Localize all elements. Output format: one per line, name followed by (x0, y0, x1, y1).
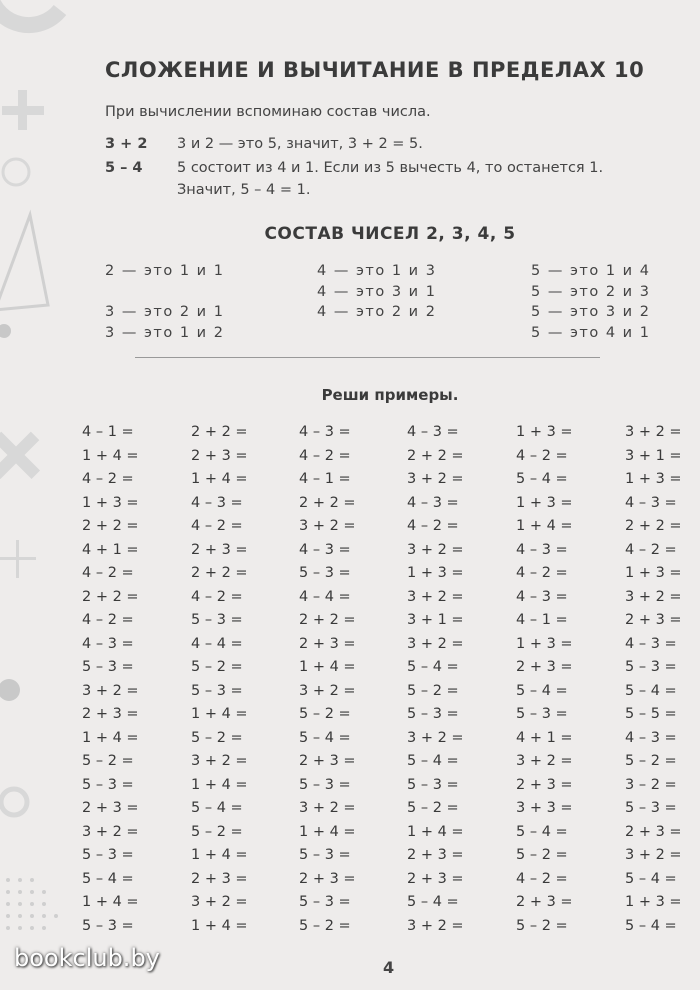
exercise-item: 1 + 4 = (82, 894, 139, 910)
exercise-item: 5 – 2 = (407, 800, 459, 816)
composition-title: СОСТАВ ЧИСЕЛ 2, 3, 4, 5 (264, 224, 516, 244)
exercise-item: 1 + 4 = (191, 917, 248, 934)
exercise-item: 3 + 2 = (625, 847, 682, 863)
exercise-item: 5 – 3 = (625, 800, 677, 816)
exercise-item: 3 + 1 = (407, 612, 464, 628)
exercise-item: 5 – 3 = (82, 659, 134, 675)
exercise-item: 4 – 1 = (299, 471, 351, 487)
exercise-item: 1 + 4 = (82, 447, 139, 464)
composition-item: 3 — это 2 и 1 (105, 304, 225, 320)
exercise-item: 2 + 3 = (299, 753, 356, 769)
exercise-item: 3 + 2 = (299, 682, 356, 699)
exercise-item: 2 + 2 = (191, 424, 248, 440)
filled-circle-icon (0, 679, 20, 701)
exercise-item: 4 – 2 = (191, 518, 243, 534)
exercise-item: 4 – 2 = (516, 565, 568, 581)
exercise-item: 5 – 4 = (625, 917, 677, 934)
composition-item: 4 — это 1 и 3 (317, 263, 437, 279)
dot-pattern-icon (6, 878, 58, 930)
exercise-item: 3 + 2 = (299, 800, 356, 816)
exercise-item: 1 + 4 = (82, 729, 139, 746)
exercise-column (625, 424, 682, 941)
page-title: СЛОЖЕНИЕ И ВЫЧИТАНИЕ В ПРЕДЕЛАХ 10 (105, 58, 645, 82)
exercise-item: 5 – 4 = (191, 800, 243, 816)
exercise-item: 3 + 2 = (407, 917, 464, 934)
exercise-item: 3 + 2 = (407, 471, 464, 487)
intro-text: При вычислении вспоминаю состав числа. (105, 104, 431, 120)
rule-row (105, 160, 603, 176)
exercise-item: 5 – 4 = (299, 729, 351, 746)
exercise-item: 4 – 4 = (191, 635, 243, 652)
exercise-item: 2 + 2 = (625, 518, 682, 534)
exercise-item: 1 + 3 = (516, 494, 573, 511)
exercise-item: 4 – 3 = (407, 494, 459, 511)
exercise-item: 5 – 4 = (407, 659, 459, 675)
exercise-item: 3 + 2 = (191, 894, 248, 910)
ring-icon (1, 789, 27, 815)
exercise-item: 3 + 2 = (407, 588, 464, 605)
exercise-item: 2 + 2 = (82, 518, 139, 534)
dot-icon (0, 324, 11, 338)
exercise-column (82, 424, 139, 941)
exercise-item: 4 – 3 = (299, 424, 351, 440)
exercise-item: 5 – 3 = (516, 706, 568, 722)
exercise-item: 4 – 3 = (516, 541, 568, 558)
composition-item: 4 — это 3 и 1 (317, 284, 437, 300)
exercise-item: 5 – 3 = (82, 917, 134, 934)
exercise-item: 4 – 3 = (516, 588, 568, 605)
exercise-item: 4 – 2 = (516, 447, 568, 464)
exercise-item: 2 + 2 = (299, 612, 356, 628)
exercise-item: 1 + 3 = (625, 565, 682, 581)
exercise-item: 4 – 2 = (625, 541, 677, 558)
exercise-item: 3 + 2 = (407, 635, 464, 652)
exercise-item: 5 – 3 = (625, 659, 677, 675)
composition-item: 5 — это 2 и 3 (531, 284, 651, 300)
exercise-item: 5 – 3 = (299, 894, 351, 910)
exercise-item: 5 – 2 = (516, 917, 568, 934)
exercise-item: 5 – 2 = (191, 729, 243, 746)
exercise-item: 5 – 2 = (407, 682, 459, 699)
exercise-item: 1 + 3 = (407, 565, 464, 581)
exercise-item: 5 – 5 = (625, 706, 677, 722)
rule-expression: 5 – 4 (105, 160, 143, 176)
exercise-item: 3 + 3 = (516, 800, 573, 816)
exercise-item: 5 – 3 = (299, 776, 351, 793)
exercise-column (191, 424, 248, 941)
exercise-item: 4 – 2 = (407, 518, 459, 534)
exercise-item: 5 – 3 = (191, 682, 243, 699)
exercise-item: 3 + 2 = (191, 753, 248, 769)
small-plus-icon-bar (0, 557, 36, 560)
exercise-item: 5 – 4 = (407, 894, 459, 910)
exercise-item: 2 + 3 = (625, 612, 682, 628)
exercise-item: 1 + 4 = (191, 847, 248, 863)
exercise-item: 4 + 1 = (516, 729, 573, 746)
exercise-item: 1 + 4 = (191, 471, 248, 487)
circle-icon (3, 159, 29, 185)
exercise-item: 3 + 2 = (299, 518, 356, 534)
exercise-item: 1 + 3 = (516, 635, 573, 652)
rule-explanation: 5 состоит из 4 и 1. Если из 5 вычесть 4, то останется 1. (177, 160, 604, 176)
exercise-item: 5 – 3 = (82, 847, 134, 863)
exercise-item: 3 + 2 = (407, 729, 464, 746)
exercise-item: 3 + 2 = (625, 588, 682, 605)
composition-item: 5 — это 4 и 1 (531, 325, 651, 341)
exercise-item: 5 – 3 = (299, 565, 351, 581)
exercise-item: 3 + 1 = (625, 447, 682, 464)
exercise-item: 1 + 3 = (516, 424, 573, 440)
exercise-item: 2 + 3 = (516, 776, 573, 793)
exercise-item: 5 – 2 = (299, 706, 351, 722)
exercise-item: 4 – 3 = (299, 541, 351, 558)
page-number: 4 (383, 958, 395, 977)
exercise-item: 1 + 4 = (299, 823, 356, 840)
exercise-item: 1 + 4 = (191, 706, 248, 722)
exercise-column (407, 424, 464, 941)
exercise-item: 5 – 4 = (516, 823, 568, 840)
exercise-item: 4 – 2 = (516, 870, 568, 887)
exercise-item: 4 – 1 = (82, 424, 134, 440)
exercise-item: 5 – 3 = (407, 706, 459, 722)
exercise-item: 5 – 4 = (82, 870, 134, 887)
exercise-item: 2 + 3 = (516, 659, 573, 675)
rule-explanation: 3 и 2 — это 5, значит, 3 + 2 = 5. (177, 136, 423, 152)
exercise-item: 4 – 2 = (82, 471, 134, 487)
exercise-item: 1 + 4 = (299, 659, 356, 675)
exercise-item: 5 – 4 = (625, 682, 677, 699)
exercise-item: 4 – 3 = (82, 635, 134, 652)
divider (135, 357, 600, 358)
exercise-item: 2 + 3 = (299, 870, 356, 887)
exercise-item: 2 + 3 = (407, 847, 464, 863)
exercise-item: 5 – 3 = (407, 776, 459, 793)
exercise-item: 4 – 3 = (625, 494, 677, 511)
exercise-item: 5 – 3 = (82, 776, 134, 793)
exercise-item: 4 – 3 = (625, 635, 677, 652)
exercise-column (299, 424, 356, 941)
exercise-item: 4 – 3 = (407, 424, 459, 440)
exercise-item: 4 – 4 = (299, 588, 351, 605)
rule-expression: 3 + 2 (105, 136, 148, 152)
plus-icon-bar (2, 106, 44, 115)
exercise-item: 5 – 3 = (299, 847, 351, 863)
exercise-item: 4 – 2 = (191, 588, 243, 605)
exercise-item: 4 – 3 = (191, 494, 243, 511)
exercise-item: 4 – 2 = (299, 447, 351, 464)
exercise-item: 2 + 3 = (82, 706, 139, 722)
exercise-item: 3 + 2 = (407, 541, 464, 558)
exercise-item: 5 – 2 = (82, 753, 134, 769)
exercise-item: 2 + 3 = (625, 823, 682, 840)
exercise-item: 4 + 1 = (82, 541, 139, 558)
exercise-item: 2 + 2 = (82, 588, 139, 605)
exercise-item: 3 + 2 = (82, 823, 139, 840)
exercise-item: 2 + 3 = (407, 870, 464, 887)
exercise-item: 5 – 2 = (191, 659, 243, 675)
exercise-item: 2 + 3 = (191, 541, 248, 558)
composition-item: 5 — это 3 и 2 (531, 304, 651, 320)
exercise-item: 2 + 3 = (299, 635, 356, 652)
exercise-item: 4 – 2 = (82, 565, 134, 581)
exercise-item: 1 + 4 = (407, 823, 464, 840)
exercise-item: 1 + 3 = (625, 471, 682, 487)
exercise-item: 5 – 2 = (191, 823, 243, 840)
exercise-item: 1 + 4 = (191, 776, 248, 793)
composition-item: 2 — это 1 и 1 (105, 263, 225, 279)
exercise-item: 3 + 2 = (625, 424, 682, 440)
composition-item: 3 — это 1 и 2 (105, 325, 225, 341)
exercise-item: 1 + 3 = (82, 494, 139, 511)
task-title: Реши примеры. (321, 386, 459, 404)
exercise-item: 2 + 2 = (191, 565, 248, 581)
exercise-item: 5 – 2 = (299, 917, 351, 934)
decorative-shapes (0, 0, 80, 990)
exercise-item: 3 + 2 = (516, 753, 573, 769)
exercise-item: 5 – 2 = (625, 753, 677, 769)
exercise-item: 5 – 3 = (191, 612, 243, 628)
exercise-item: 2 + 3 = (191, 447, 248, 464)
exercise-item: 2 + 3 = (516, 894, 573, 910)
exercise-item: 2 + 3 = (82, 800, 139, 816)
exercise-item: 5 – 4 = (516, 682, 568, 699)
exercise-item: 5 – 4 = (625, 870, 677, 887)
exercise-item: 2 + 2 = (407, 447, 464, 464)
exercise-item: 4 – 2 = (82, 612, 134, 628)
exercise-item: 3 – 2 = (625, 776, 677, 793)
rule-conclusion: Значит, 5 – 4 = 1. (177, 182, 311, 198)
exercise-item: 5 – 4 = (516, 471, 568, 487)
exercise-column (516, 424, 573, 941)
exercise-item: 3 + 2 = (82, 682, 139, 699)
watermark: bookclub.by (14, 944, 160, 972)
exercise-item: 1 + 3 = (625, 894, 682, 910)
exercise-item: 4 – 3 = (625, 729, 677, 746)
composition-item: 5 — это 1 и 4 (531, 263, 651, 279)
exercise-item: 2 + 3 = (191, 870, 248, 887)
ring-arc-icon (0, 0, 60, 25)
exercise-item: 5 – 2 = (516, 847, 568, 863)
rule-row (105, 136, 423, 152)
exercise-item: 4 – 1 = (516, 612, 568, 628)
composition-item: 4 — это 2 и 2 (317, 304, 437, 320)
exercise-item: 5 – 4 = (407, 753, 459, 769)
exercise-item: 2 + 2 = (299, 494, 356, 511)
exercise-item: 1 + 4 = (516, 518, 573, 534)
